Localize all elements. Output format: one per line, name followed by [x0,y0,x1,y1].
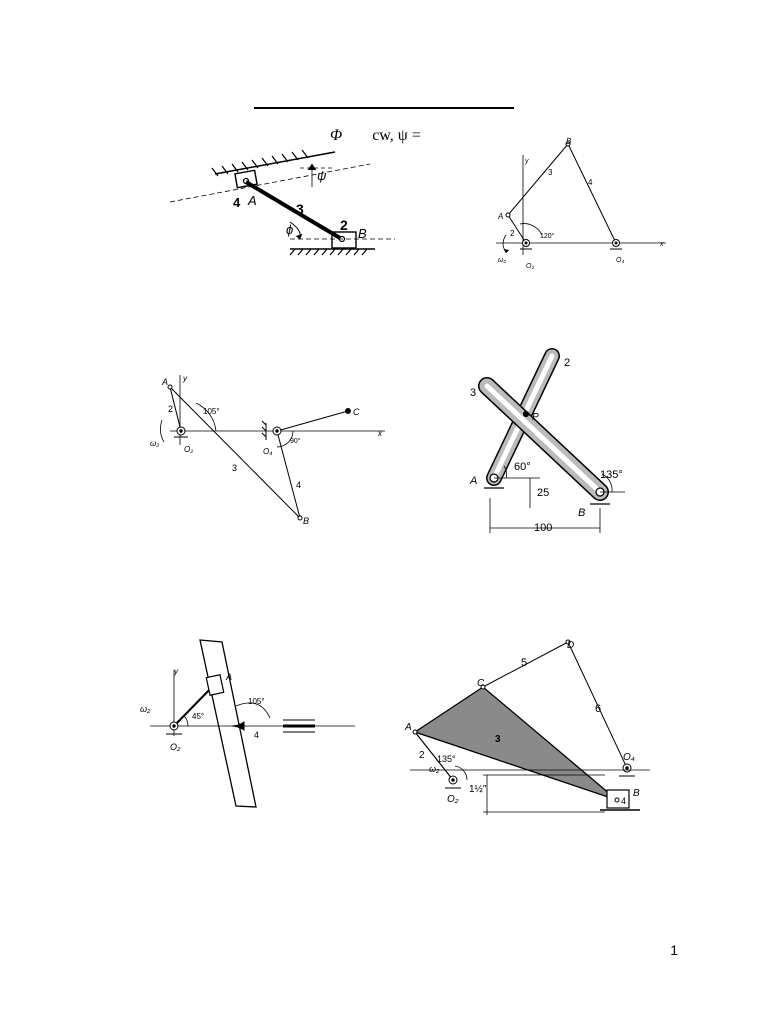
fig3-link-3: 3 [232,463,238,473]
fig3-omega: ω₂ [150,439,160,448]
fig3-o2: O₂ [184,445,194,454]
fig2-link-3: 3 [548,168,553,177]
phi-symbol: Φ [330,127,343,144]
fig2-link-4: 4 [588,178,593,187]
fig4-link-3: 3 [470,387,477,399]
fig2-angle: 120° [540,233,555,240]
fig3-label-a: A [162,377,169,387]
fig6-o4: O₄ [623,752,635,763]
fig3-link-4: 4 [296,480,302,490]
fig3-angle-105: 105° [203,407,220,416]
fig1-psi: ψ [317,168,327,183]
fig2-o2: O₂ [526,263,535,270]
fig6-label-a: A [405,722,412,733]
fig3-axis-y: y [183,374,187,383]
fig2-o4: O₄ [616,257,625,264]
fig2-link-2: 2 [510,229,515,238]
fig6-link-2: 2 [419,750,425,761]
fig5-axis-y: y [174,667,178,676]
fig6-link-5: 5 [521,657,528,669]
fig6-angle-135: 135° [437,754,456,764]
fig4-link-2: 2 [564,357,571,369]
fig3-axis-x: x [378,429,382,438]
figure-3-four-bar-coupler [150,370,390,530]
fig1-phi: ϕ [286,222,294,237]
figure-1-slider-linkage [170,152,400,267]
fig5-angle-45: 45° [192,712,205,721]
fig1-link-4: 4 [233,195,241,210]
header-text: cw, ψ = [372,127,421,144]
fig6-label-d: D [567,640,575,651]
fig2-axis-y: y [525,158,529,165]
fig3-label-b: B [303,516,310,526]
fig4-label-a: A [470,475,478,487]
figure-4-crossed-slotted-links [460,348,640,538]
fig5-angle-105: 105° [248,697,265,706]
fig2-omega: ω₂ [498,257,507,264]
fig4-dim-25: 25 [537,487,550,499]
problem-header [330,127,421,145]
fig1-link-2: 2 [340,217,348,233]
fig4-dim-100: 100 [534,522,553,534]
fig6-link-3: 3 [495,734,501,745]
figure-5-crank-slotted-bar [140,640,355,815]
fig6-link-4: 4 [621,796,627,806]
page-number: 1 [670,942,678,958]
fig6-label-c: C [477,678,485,689]
fig5-o2: O₂ [170,742,181,752]
fig1-link-3: 3 [296,201,304,217]
fig2-label-a: A [498,212,504,221]
fig4-angle-60: 60° [514,461,531,473]
fig6-label-b: B [633,788,640,799]
fig5-omega: ω₂ [140,704,151,714]
fig4-angle-135: 135° [600,469,623,481]
fig3-link-2: 2 [168,404,174,414]
fig6-omega: ω₂ [429,764,440,774]
fig1-label-b: B [358,226,367,241]
fig6-dim: 1½" [469,784,487,795]
fig6-o2: O₂ [447,794,459,805]
fig4-label-b: B [578,507,586,519]
fig3-angle-90: 90° [290,438,301,445]
fig3-o4: O₄ [263,447,273,456]
fig2-axis-x: x [660,241,664,248]
fig5-link-4: 4 [254,730,260,740]
fig5-label-a: A [226,672,233,682]
fig1-label-a: A [248,193,257,208]
fig6-link-6: 6 [595,703,602,715]
fig4-label-p: P [532,412,539,423]
title-rule [254,107,514,109]
fig3-label-c: C [353,407,360,417]
fig2-label-b: B [566,137,572,146]
figure-2-four-bar [496,137,671,270]
figure-6-six-bar-triangle [405,640,670,820]
